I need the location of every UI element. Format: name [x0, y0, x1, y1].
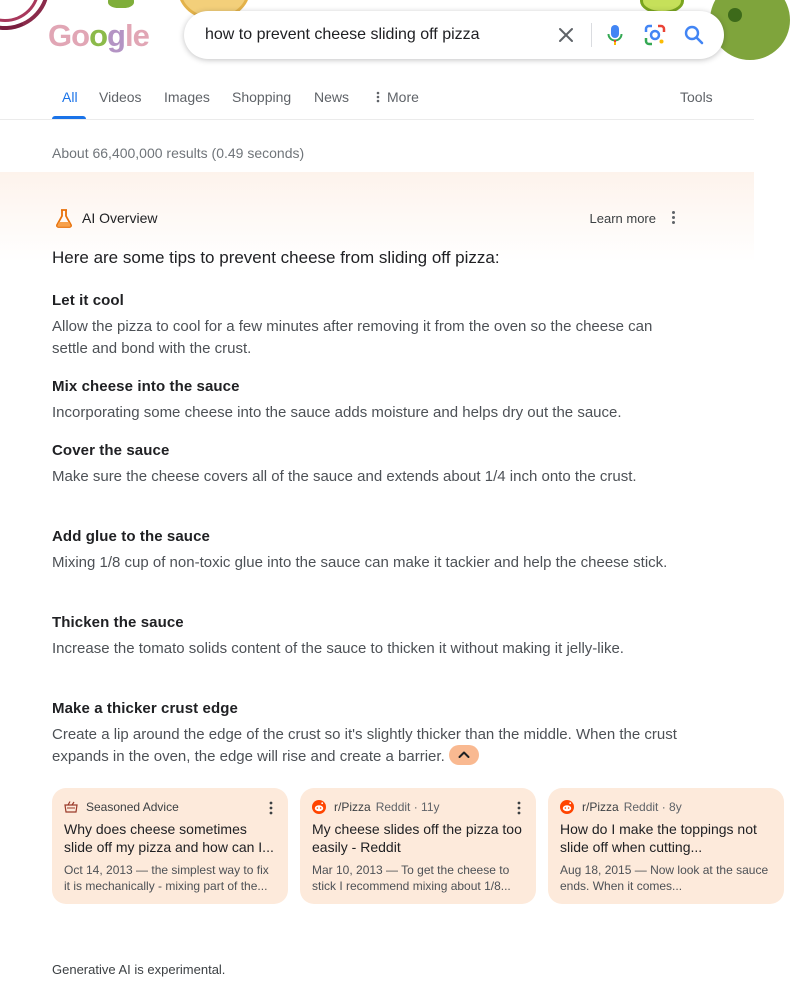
card-site: r/Pizza — [334, 800, 371, 814]
voice-search-button[interactable] — [603, 23, 627, 47]
collapse-sources-button[interactable] — [449, 745, 479, 765]
tab-news[interactable]: News — [314, 89, 350, 105]
more-vert-icon — [672, 211, 675, 214]
logo-letter: G — [48, 18, 72, 53]
more-vert-icon — [672, 216, 675, 219]
logo-letter: l — [124, 18, 133, 53]
logo-letter: o — [71, 18, 90, 53]
learn-more-link[interactable]: Learn more — [589, 211, 656, 226]
search-tabs — [0, 80, 754, 120]
ai-disclaimer: Generative AI is experimental. — [52, 962, 226, 977]
logo-letter: e — [132, 18, 149, 53]
tip-body: Make sure the cheese covers all of the sauce and extends about 1/4 inch onto the crust. — [52, 468, 637, 485]
tip-title: Make a thicker crust edge — [52, 700, 238, 717]
close-icon — [557, 26, 575, 44]
tip-body — [52, 724, 692, 768]
tip-title: Cover the sauce — [52, 442, 170, 459]
tip-body-text: Create a lip around the edge of the crust so it's slightly thicker than the middle. When the crust expands in the oven, the edge will rise and create a barrier. — [52, 726, 677, 765]
logo-letter: o — [89, 18, 107, 53]
basil-leaf-decoration — [728, 8, 742, 22]
card-source — [560, 799, 772, 815]
more-vert-icon[interactable] — [516, 801, 522, 815]
card-meta: Reddit · 8y — [623, 800, 682, 814]
tab-shopping[interactable]: Shopping — [232, 89, 292, 105]
active-tab-indicator — [52, 116, 86, 119]
reddit-icon — [312, 800, 326, 814]
google-doodle-logo[interactable] — [48, 18, 149, 54]
more-vert-icon — [376, 91, 380, 103]
lens-search-button[interactable] — [643, 23, 667, 47]
tip-item — [52, 614, 692, 660]
card-title: Why does cheese sometimes slide off my pizza and how can I... — [64, 821, 274, 855]
tip-item — [52, 292, 692, 360]
tip-title: Let it cool — [52, 292, 124, 309]
seasoned-advice-icon — [64, 800, 78, 814]
tab-more-label: More — [387, 89, 419, 105]
search-icon — [684, 25, 704, 45]
flask-icon — [54, 208, 74, 228]
search-input[interactable]: how to prevent cheese sliding off pizza — [205, 26, 480, 43]
tip-body: Increase the tomato solids content of the sauce to thicken it without making it jelly-like. — [52, 640, 624, 657]
card-site: r/Pizza — [582, 800, 619, 814]
microphone-icon — [607, 24, 623, 46]
search-divider — [591, 23, 592, 47]
card-source — [64, 799, 276, 815]
tab-all[interactable]: All — [62, 89, 78, 105]
tip-item — [52, 378, 692, 424]
source-card[interactable] — [300, 788, 536, 904]
more-vert-icon — [672, 221, 675, 224]
tip-body: Allow the pizza to cool for a few minutes after removing it from the oven so the cheese can settle and bond with the crust. — [52, 318, 653, 357]
tip-item — [52, 700, 692, 768]
tip-title: Mix cheese into the sauce — [52, 378, 240, 395]
ai-overview-title: AI Overview — [82, 210, 158, 226]
tip-item — [52, 528, 692, 574]
more-vert-icon[interactable] — [268, 801, 274, 815]
card-source — [312, 799, 524, 815]
tab-more[interactable] — [376, 89, 419, 105]
logo-letter: g — [107, 18, 125, 53]
source-card[interactable] — [52, 788, 288, 904]
tools-button[interactable]: Tools — [680, 89, 713, 105]
card-title: My cheese slides off the pizza too easily - Reddit — [312, 821, 522, 855]
result-stats: About 66,400,000 results (0.49 seconds) — [52, 145, 305, 161]
ai-overview-header — [52, 206, 684, 230]
reddit-icon — [560, 800, 574, 814]
tip-title: Add glue to the sauce — [52, 528, 210, 545]
search-box[interactable] — [184, 11, 724, 59]
camera-lens-icon — [644, 24, 666, 46]
tip-body: Incorporating some cheese into the sauce adds moisture and helps dry out the sauce. — [52, 404, 622, 421]
clear-search-button[interactable] — [554, 23, 578, 47]
card-title: How do I make the toppings not slide off when cutting... — [560, 821, 757, 855]
tab-videos[interactable]: Videos — [99, 89, 142, 105]
card-meta: Reddit · 11y — [375, 800, 440, 814]
card-site: Seasoned Advice — [86, 800, 179, 814]
ai-overview-intro: Here are some tips to prevent cheese from sliding off pizza: — [52, 248, 500, 267]
tip-title: Thicken the sauce — [52, 614, 184, 631]
source-card[interactable] — [548, 788, 784, 904]
tip-item — [52, 442, 692, 488]
card-snippet: Mar 10, 2013 — To get the cheese to stick I recommend mixing about 1/8... — [312, 863, 511, 893]
source-cards — [52, 788, 769, 904]
ai-overview-menu-button[interactable] — [670, 210, 678, 226]
herb-decoration — [108, 0, 134, 8]
tip-body: Mixing 1/8 cup of non-toxic glue into the sauce can make it tackier and help the cheese stick. — [52, 554, 668, 571]
chevron-up-icon — [449, 745, 479, 765]
card-snippet: Aug 18, 2015 — Now look at the sauce ends. When it comes... — [560, 863, 769, 893]
search-submit-button[interactable] — [682, 23, 706, 47]
tab-images[interactable]: Images — [164, 89, 210, 105]
card-snippet: Oct 14, 2013 — the simplest way to fix it is mechanically - mixing part of the... — [64, 863, 269, 893]
